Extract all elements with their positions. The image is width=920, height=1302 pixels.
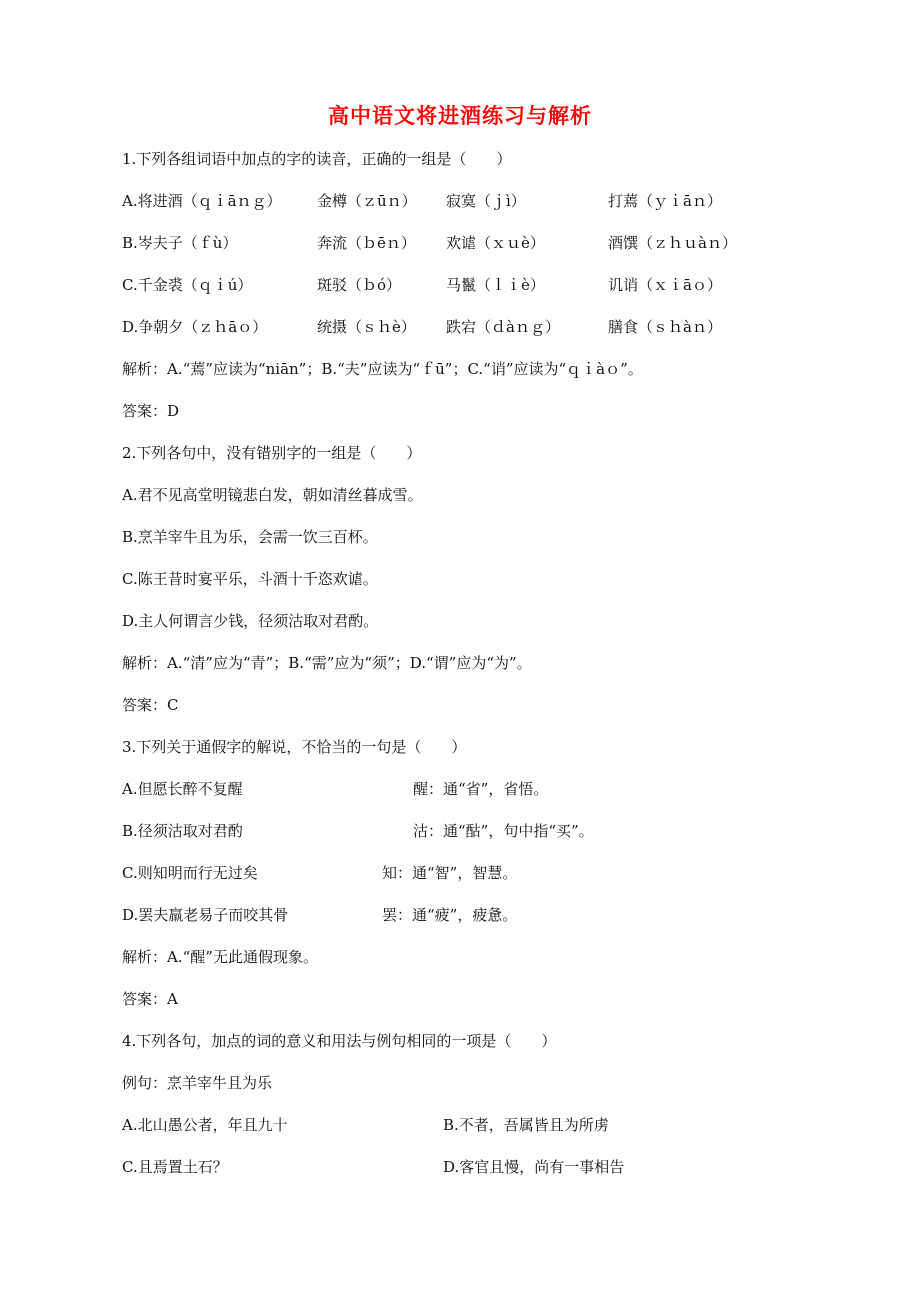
q1-option-b-item-3: 欢谑（ｘｕè） <box>446 234 545 252</box>
q2-option-d: D.主人何谓言少钱，径须沽取对君酌。 <box>122 612 379 630</box>
q3-option-b-note: 沽：通“酤”，句中指“买”。 <box>413 822 594 840</box>
question-3-answer: 答案：A <box>122 990 178 1008</box>
q1-option-b-item-1: B.岑夫子（ｆù） <box>122 234 238 252</box>
q4-option-c: C.且焉置土石？ <box>122 1158 228 1176</box>
q1-option-c-item-4: 讥诮（ｘｉāｏ） <box>608 276 722 294</box>
q3-option-a-sentence: A.但愿长醉不复醒 <box>122 780 243 798</box>
q4-option-b: B.不者，吾属皆且为所虏 <box>443 1116 609 1134</box>
question-3-analysis: 解析：A.“醒”无此通假现象。 <box>122 948 318 966</box>
q1-option-b-item-2: 奔流（ｂēｎ） <box>317 234 416 252</box>
q3-option-d-sentence: D.罢夫羸老易子而咬其骨 <box>122 906 289 924</box>
question-1-analysis: 解析：A.“蔫”应读为“niān”；B.“夫”应读为“ｆū”；C.“诮”应读为“ｑｉàｏ”。 <box>122 360 643 378</box>
question-2-stem: 2.下列各句中，没有错别字的一组是（ ） <box>122 444 422 462</box>
q1-option-d-item-3: 跌宕（ｄàｎｇ） <box>446 318 560 336</box>
q1-option-c-item-2: 斑驳（ｂó） <box>317 276 402 294</box>
q3-option-c-sentence: C.则知明而行无过矣 <box>122 864 258 882</box>
question-2-answer: 答案：C <box>122 696 179 714</box>
question-4-stem: 4.下列各句，加点的词的意义和用法与例句相同的一项是（ ） <box>122 1032 557 1050</box>
q1-option-c-item-1: C.千金裘（ｑｉú） <box>122 276 253 294</box>
q1-option-d-item-4: 膳食（ｓｈàｎ） <box>608 318 722 336</box>
q2-option-a: A.君不见高堂明镜悲白发，朝如清丝暮成雪。 <box>122 486 423 504</box>
q3-option-a-note: 醒：通“省”，省悟。 <box>413 780 549 798</box>
q1-option-a-item-4: 打蔫（ｙｉāｎ） <box>608 192 722 210</box>
document-title: 高中语文将进酒练习与解析 <box>328 103 592 128</box>
q1-option-d-item-1: D.争朝夕（ｚｈāｏ） <box>122 318 268 336</box>
q1-option-b-item-4: 酒馔（ｚｈｕàｎ） <box>608 234 737 252</box>
q4-option-a: A.北山愚公者，年且九十 <box>122 1116 288 1134</box>
q3-option-d-note: 罢：通“疲”，疲惫。 <box>382 906 518 924</box>
question-3-stem: 3.下列关于通假字的解说，不恰当的一句是（ ） <box>122 738 467 756</box>
q3-option-b-sentence: B.径须沽取对君酌 <box>122 822 243 840</box>
q2-option-b: B.烹羊宰牛且为乐，会需一饮三百杯。 <box>122 528 378 546</box>
question-2-analysis: 解析：A.“清”应为“青”；B.“需”应为“须”；D.“谓”应为“为”。 <box>122 654 532 672</box>
question-1-stem: 1.下列各组词语中加点的字的读音，正确的一组是（ ） <box>122 150 512 168</box>
q1-option-d-item-2: 统摄（ｓｈè） <box>317 318 416 336</box>
question-1-answer: 答案：D <box>122 402 180 420</box>
q1-option-c-item-3: 马鬣（ｌｉè） <box>446 276 545 294</box>
q1-option-a-item-2: 金樽（ｚūｎ） <box>317 192 417 210</box>
q1-option-a-item-1: A.将进酒（ｑｉāｎｇ） <box>122 192 282 210</box>
q3-option-c-note: 知：通“智”，智慧。 <box>382 864 518 882</box>
q4-option-d: D.客官且慢，尚有一事相告 <box>443 1158 625 1176</box>
q1-option-a-item-3: 寂寞（ｊì） <box>446 192 526 210</box>
q2-option-c: C.陈王昔时宴平乐，斗酒十千恣欢谑。 <box>122 570 378 588</box>
question-4-example: 例句：烹羊宰牛且为乐 <box>122 1074 273 1092</box>
